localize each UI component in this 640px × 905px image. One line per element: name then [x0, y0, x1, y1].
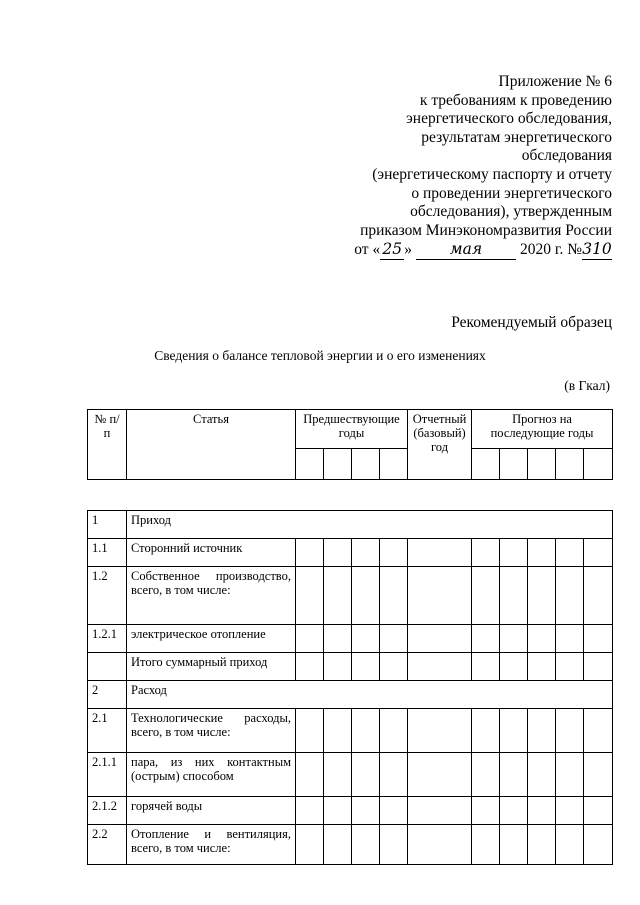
table-row [88, 625, 613, 653]
value-cell [528, 709, 556, 753]
header-year-cell [324, 449, 352, 480]
value-cell [324, 753, 352, 797]
row-number: 2 [88, 681, 127, 709]
header-year-cell [380, 449, 408, 480]
value-cell [296, 797, 324, 825]
value-cell [296, 539, 324, 567]
row-number: 2.2 [88, 825, 127, 865]
row-label: Отопление и вентиляция, всего, в том числе: [127, 825, 296, 865]
value-cell [500, 753, 528, 797]
header-year-cell [352, 449, 380, 480]
value-cell [296, 825, 324, 865]
header-year-cell [584, 449, 613, 480]
value-cell [408, 653, 472, 681]
balance-table [87, 409, 613, 865]
value-cell [556, 797, 584, 825]
row-label: Сторонний источник [127, 539, 296, 567]
table-section-row [88, 681, 613, 709]
value-cell [352, 797, 380, 825]
value-cell [584, 825, 613, 865]
value-cell [472, 709, 500, 753]
value-cell [296, 567, 324, 625]
value-cell [324, 539, 352, 567]
value-cell [380, 653, 408, 681]
value-cell [500, 539, 528, 567]
value-cell [528, 567, 556, 625]
value-cell [584, 753, 613, 797]
appendix-line: энергетического обследования, [406, 110, 612, 128]
table-body [88, 511, 613, 865]
row-label: Приход [127, 511, 613, 539]
value-cell [472, 567, 500, 625]
row-label: пара, из них контактным (острым) способом [127, 753, 296, 797]
recommended-sample-label: Рекомендуемый образец [451, 314, 612, 331]
value-cell [500, 825, 528, 865]
table-row [88, 753, 613, 797]
value-cell [324, 567, 352, 625]
row-label: электрическое отопление [127, 625, 296, 653]
appendix-block [354, 73, 612, 260]
row-number: 1 [88, 511, 127, 539]
date-year: 2020 г. № [519, 241, 582, 259]
value-cell [556, 825, 584, 865]
row-number: 2.1.2 [88, 797, 127, 825]
row-number [88, 653, 127, 681]
value-cell [472, 625, 500, 653]
units-label: (в Гкал) [564, 378, 610, 393]
value-cell [352, 539, 380, 567]
value-cell [380, 753, 408, 797]
value-cell [324, 709, 352, 753]
table-row [88, 825, 613, 865]
value-cell [296, 653, 324, 681]
value-cell [584, 539, 613, 567]
value-cell [380, 539, 408, 567]
value-cell [408, 753, 472, 797]
value-cell [584, 625, 613, 653]
appendix-line: результатам энергетического [421, 128, 612, 146]
table-row [88, 567, 613, 625]
value-cell [324, 797, 352, 825]
appendix-line: обследования [521, 147, 612, 165]
value-cell [500, 797, 528, 825]
value-cell [556, 753, 584, 797]
value-cell [528, 539, 556, 567]
handwritten-month: мая [416, 240, 516, 260]
handwritten-order-number: 310 [582, 240, 612, 259]
header-year-cell [296, 449, 324, 480]
value-cell [296, 709, 324, 753]
value-cell [352, 753, 380, 797]
row-number: 2.1.1 [88, 753, 127, 797]
handwritten-day: 25 [380, 240, 404, 260]
row-number: 2.1 [88, 709, 127, 753]
appendix-line: о проведении энергетического [411, 184, 612, 202]
date-mid: » [404, 241, 412, 259]
header-previous-years: Предшествующие годы [296, 410, 408, 449]
value-cell [556, 709, 584, 753]
value-cell [408, 625, 472, 653]
table-section-row [88, 511, 613, 539]
value-cell [584, 709, 613, 753]
header-year-cell [556, 449, 584, 480]
value-cell [380, 797, 408, 825]
appendix-line: Приложение № 6 [498, 73, 612, 90]
header-forecast-years: Прогноз на последующие годы [472, 410, 613, 449]
header-year-cell [472, 449, 500, 480]
row-label: Расход [127, 681, 613, 709]
header-article: Статья [127, 410, 296, 480]
value-cell [500, 567, 528, 625]
value-cell [408, 797, 472, 825]
value-cell [296, 625, 324, 653]
value-cell [556, 539, 584, 567]
value-cell [324, 825, 352, 865]
appendix-line: к требованиям к проведению [419, 91, 612, 109]
value-cell [472, 653, 500, 681]
header-year-cell [500, 449, 528, 480]
value-cell [500, 625, 528, 653]
value-cell [528, 825, 556, 865]
table-row [88, 709, 613, 753]
value-cell [380, 625, 408, 653]
value-cell [408, 539, 472, 567]
value-cell [528, 653, 556, 681]
document-title: Сведения о балансе тепловой энергии и о его изменениях [154, 348, 486, 363]
value-cell [472, 753, 500, 797]
value-cell [584, 567, 613, 625]
value-cell [472, 797, 500, 825]
value-cell [408, 567, 472, 625]
row-label: Собственное производство, всего, в том числе: [127, 567, 296, 625]
value-cell [380, 567, 408, 625]
date-prefix: от « [354, 241, 381, 259]
value-cell [584, 653, 613, 681]
value-cell [556, 625, 584, 653]
appendix-line: (энергетическому паспорту и отчету [372, 165, 612, 183]
value-cell [528, 625, 556, 653]
value-cell [556, 653, 584, 681]
header-reporting-year: Отчетный (базовый) год [408, 410, 472, 480]
header-num: № п/п [88, 410, 127, 480]
value-cell [500, 653, 528, 681]
value-cell [584, 797, 613, 825]
value-cell [528, 753, 556, 797]
table-row [88, 653, 613, 681]
value-cell [528, 797, 556, 825]
row-label: Итого суммарный приход [127, 653, 296, 681]
row-number: 1.1 [88, 539, 127, 567]
header-spacer-row [88, 480, 613, 511]
value-cell [556, 567, 584, 625]
value-cell [296, 753, 324, 797]
value-cell [352, 625, 380, 653]
value-cell [324, 653, 352, 681]
order-date-line [354, 240, 612, 260]
row-number: 1.2 [88, 567, 127, 625]
value-cell [352, 653, 380, 681]
header-year-cell [528, 449, 556, 480]
value-cell [380, 825, 408, 865]
appendix-line: приказом Минэкономразвития России [360, 221, 612, 239]
table-row [88, 797, 613, 825]
value-cell [324, 625, 352, 653]
value-cell [500, 709, 528, 753]
value-cell [408, 825, 472, 865]
value-cell [472, 825, 500, 865]
value-cell [352, 567, 380, 625]
value-cell [380, 709, 408, 753]
value-cell [352, 709, 380, 753]
value-cell [352, 825, 380, 865]
value-cell [408, 709, 472, 753]
value-cell [472, 539, 500, 567]
table-row [88, 539, 613, 567]
spacer-cell [88, 480, 613, 511]
row-number: 1.2.1 [88, 625, 127, 653]
appendix-line: обследования), утвержденным [410, 203, 612, 221]
row-label: горячей воды [127, 797, 296, 825]
row-label: Технологические расходы, всего, в том числе: [127, 709, 296, 753]
